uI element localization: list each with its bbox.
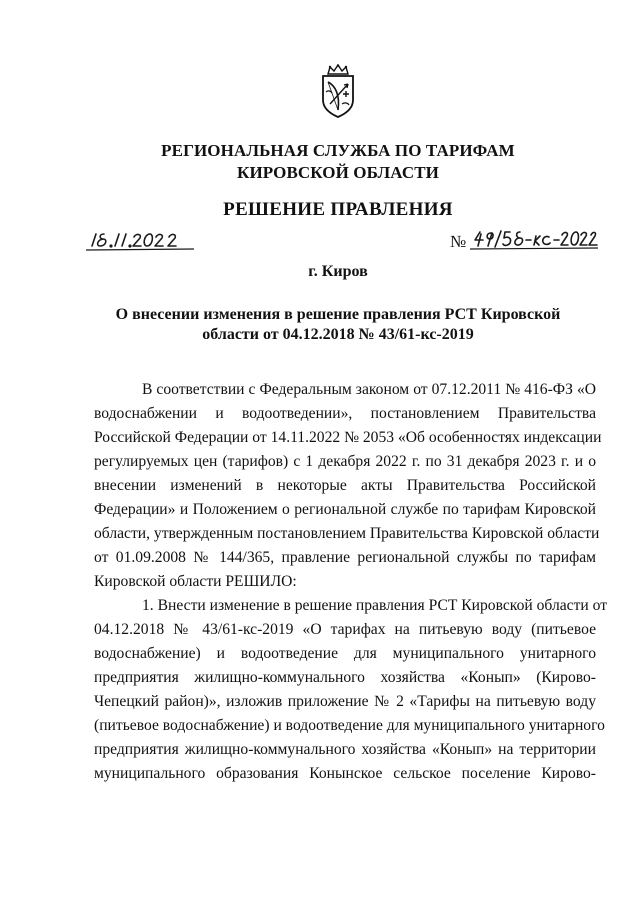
body-line-4: регулируемых цен (тарифов) с 1 декабря 2022 г. по 31 декабря 2023 г. и о bbox=[94, 453, 596, 470]
body-line-14: Чепецкий район)», изложив приложение № 2 «Тарифы на питьевую воду bbox=[94, 693, 596, 710]
body-line-5: внесении изменений в некоторые акты Правительства Российской bbox=[94, 477, 596, 494]
body-line-15: (питьевое водоснабжение) и водоотведение для муниципального унитарного bbox=[94, 717, 605, 734]
subject-line2: области от 04.12.2018 № 43/61-кс-2019 bbox=[202, 326, 474, 343]
handwritten-document-number bbox=[470, 226, 598, 252]
document-type-title: РЕШЕНИЕ ПРАВЛЕНИЯ bbox=[223, 199, 453, 220]
city-name: г. Киров bbox=[308, 263, 368, 280]
organization-name-line1: РЕГИОНАЛЬНАЯ СЛУЖБА ПО ТАРИФАМ bbox=[161, 141, 515, 160]
body-line-9: Кировской области РЕШИЛО: bbox=[94, 573, 297, 590]
body-line-1: В соответствии с Федеральным законом от 07.12.2011 № 416-ФЗ «О bbox=[142, 381, 596, 398]
body-line-2: водоснабжении и водоотведении», постановлением Правительства bbox=[94, 405, 596, 422]
body-line-13: предприятия жилищно-коммунального хозяйства «Конып» (Кирово- bbox=[94, 669, 596, 686]
body-line-11: 04.12.2018 № 43/61-кс-2019 «О тарифах на питьевую воду (питьевое bbox=[94, 621, 596, 638]
handwritten-date bbox=[84, 228, 196, 252]
coat-of-arms-icon bbox=[318, 64, 358, 118]
body-line-7: области, утвержденным постановлением Правительства Кировской области bbox=[94, 525, 600, 542]
body-line-6: Федерации» и Положением о региональной службе по тарифам Кировской bbox=[94, 501, 596, 518]
body-line-8: от 01.09.2008 № 144/365, правление региональной службы по тарифам bbox=[94, 549, 596, 566]
subject-line1: О внесении изменения в решение правления РСТ Кировской bbox=[115, 306, 561, 323]
body-line-10: 1. Внести изменение в решение правления РСТ Кировской области от bbox=[142, 597, 608, 614]
organization-name-line2: КИРОВСКОЙ ОБЛАСТИ bbox=[237, 163, 439, 182]
body-line-3: Российской Федерации от 14.11.2022 № 2053 «Об особенностях индексации bbox=[94, 429, 602, 446]
body-line-12: водоснабжение) и водоотведение для муниципального унитарного bbox=[94, 645, 596, 662]
body-line-16: предприятия жилищно-коммунального хозяйства «Конып» на территории bbox=[94, 741, 596, 758]
document-number-label: № bbox=[450, 232, 467, 251]
body-line-17: муниципального образования Конынское сельское поселение Кирово- bbox=[94, 765, 596, 782]
